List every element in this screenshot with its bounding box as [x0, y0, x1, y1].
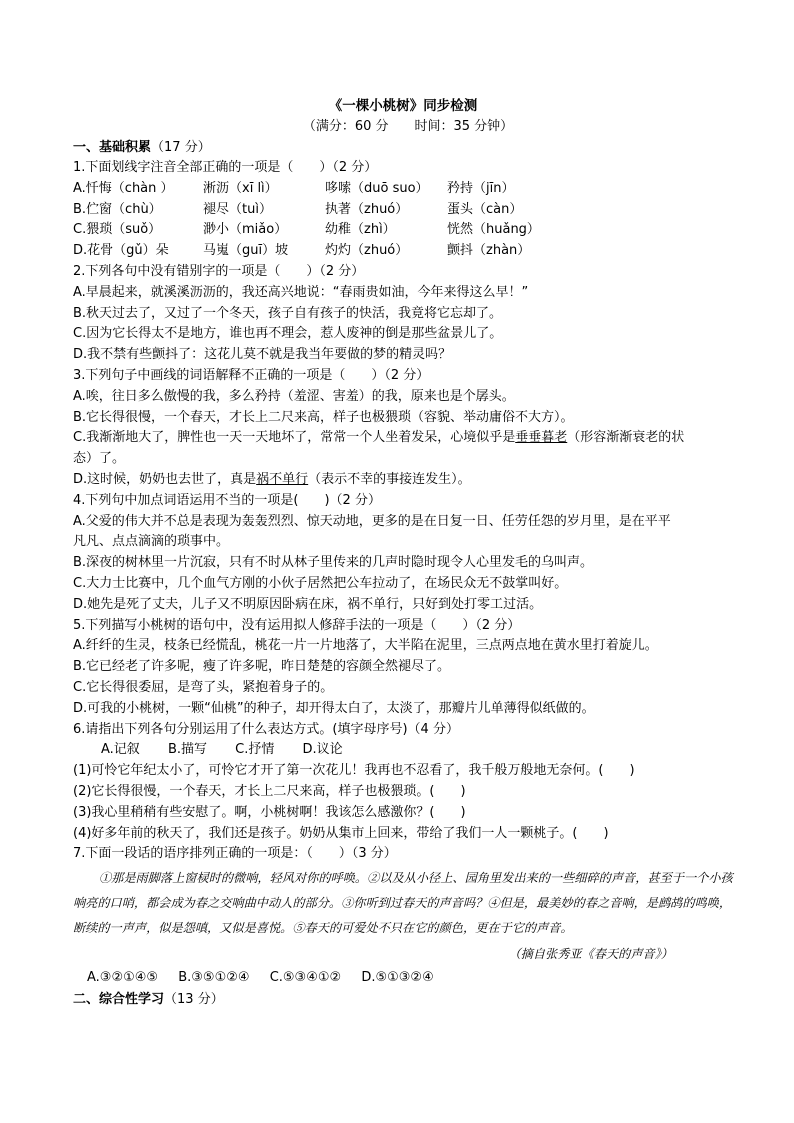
question-1-option-b — [73, 200, 733, 221]
option-cell: A.忏悔（chàn ） — [73, 180, 174, 196]
question-3-option-c-continued: 态）了。 — [73, 451, 126, 467]
question-3-option-b: B.它长得很慢，一个春天，才长上二尺来高，样子也极猥琐（容貌、举动庸俗不大方）。 — [73, 409, 574, 425]
question-2-option-c: C.因为它长得太不是地方，谁也再不理会，惹人废神的倒是那些盆景儿了。 — [73, 326, 503, 342]
question-6-item-4: (4)好多年前的秋天了，我们还是孩子。奶奶从集市上回来，带给了我们一人一颗桃子。( ) — [73, 825, 609, 841]
section-label: 一、基础积累 — [73, 140, 152, 155]
option-cell: B.伫窗（chù） — [73, 201, 162, 217]
type-option: C.抒情 — [235, 742, 275, 758]
choice-a: A.③②①④⑤ — [87, 970, 159, 986]
question-2-stem: 2.下列各句中没有错别字的一项是（ ）（2 分） — [73, 263, 365, 279]
section-label: 二、综合性学习 — [73, 992, 165, 1008]
question-1-option-d — [73, 241, 733, 262]
question-4-option-b: B.深夜的树林里一片沉寂，只有不时从林子里传来的几声时隐时现令人心里发毛的乌叫声。 — [73, 555, 594, 571]
question-1-stem: 1.下面划线字注音全部正确的一项是（ ）（2 分） — [73, 160, 378, 175]
section-score: （17 分） — [151, 140, 211, 155]
underlined-term: 祸不单行 — [256, 471, 309, 487]
option-cell: 颤抖（zhàn） — [447, 243, 531, 259]
worksheet-page — [73, 96, 733, 1010]
option-text: D.这时候，奶奶也去世了，真是 — [73, 471, 257, 487]
question-4-stem: 4.下列句中加点词语运用不当的一项是( )（2 分） — [73, 492, 381, 508]
question-6-type-list — [73, 740, 733, 761]
question-2-option-b: B.秋天过去了，又过了一个冬天，孩子自有孩子的快活，我竟将它忘却了。 — [73, 305, 503, 321]
question-6-stem: 6.请指出下列各句分别运用了什么表达方式。(填字母序号)（4 分） — [73, 721, 459, 737]
option-cell: 幼稚（zhì） — [325, 222, 396, 238]
option-cell: 马嵬（guī）坡 — [203, 243, 289, 259]
section-heading-basics — [73, 137, 733, 158]
option-text: （形容渐渐衰老的状 — [567, 430, 685, 446]
passage-source: （摘自张秀亚《春天的声音》） — [508, 947, 673, 962]
option-text: （表示不幸的事接连发生）。 — [308, 471, 471, 487]
question-2-option-a: A.早晨起来，就溪溪沥沥的，我还高兴地说：“春雨贵如油，今年来得这么早！” — [73, 284, 529, 300]
option-cell: 执著（zhuó） — [325, 201, 409, 217]
question-3-option-c — [73, 428, 733, 449]
question-6-item-2: (2)它长得很慢，一个春天，才长上二尺来高，样子也极猥琐。( ) — [73, 783, 466, 799]
type-option: A.记叙 — [101, 742, 140, 758]
section-score: （13 分） — [164, 992, 224, 1008]
question-6-item-1: (1)可怜它年纪太小了，可怜它才开了第一次花儿！我再也不忍看了，我千般万般地无奈何。( ) — [73, 763, 635, 779]
question-4-option-a-continued: 凡凡、点点滴滴的琐事中。 — [73, 534, 230, 550]
option-cell: 蛋头（càn） — [447, 201, 523, 217]
question-5-option-d: D.可我的小桃树，一颗“仙桃”的种子，却开得太白了，太淡了，那瓣片儿单薄得似纸做的。 — [73, 700, 595, 716]
question-6-item-3: (3)我心里稍稍有些安慰了。啊，小桃树啊！我该怎么感激你？( ) — [73, 804, 466, 820]
option-cell: 褪尽（tuì） — [203, 201, 272, 217]
option-cell: C.猥琐（suǒ） — [73, 222, 162, 238]
option-cell: 矜持（jīn） — [447, 180, 515, 196]
question-5-option-b: B.它已经老了许多呢，瘦了许多呢，昨日楚楚的容颜全然褪尽了。 — [73, 659, 451, 675]
question-3-option-a: A.唉，往日多么傲慢的我，多么矜持（羞涩、害羞）的我，原来也是个孱头。 — [73, 388, 515, 404]
choice-d: D.⑤①③②④ — [361, 970, 434, 986]
option-cell: 哆嗦（duō suo） — [325, 180, 429, 196]
underlined-term: 垂垂暮老 — [515, 430, 568, 446]
section-heading-comprehensive — [73, 989, 733, 1010]
question-4-option-a: A.父爱的伟大并不总是表现为轰轰烈烈、惊天动地，更多的是在日复一日、任劳任怨的岁月里，是在平平 — [73, 513, 671, 529]
score-time-info: （满分：60 分 时间：35 分钟） — [302, 119, 514, 134]
choice-b: B.③⑤①②④ — [178, 970, 250, 986]
option-cell: 淅沥（xī lì） — [203, 180, 278, 196]
question-1-option-a — [73, 179, 733, 200]
page-title: 《一棵小桃树》同步检测 — [328, 98, 478, 114]
question-5-stem: 5.下列描写小桃树的语句中，没有运用拟人修辞手法的一项是（ ）（2 分） — [73, 617, 521, 633]
question-7-choices — [73, 967, 733, 989]
type-option: B.描写 — [167, 742, 208, 758]
option-cell: D.花骨（gǔ）朵 — [73, 243, 169, 259]
question-5-option-c: C.它长得很委屈，是弯了头，紧抱着身子的。 — [73, 679, 334, 695]
question-3-stem: 3.下列句子中画线的词语解释不正确的一项是（ ）（2 分） — [73, 367, 430, 383]
option-cell: 灼灼（zhuó） — [325, 243, 409, 259]
question-3-option-d — [73, 470, 733, 491]
option-cell: 渺小（miǎo） — [203, 222, 288, 238]
question-4-option-c: C.大力士比赛中，几个血气方刚的小伙子居然把公车拉动了，在场民众无不鼓掌叫好。 — [73, 575, 568, 591]
choice-c: C.⑤③④①② — [269, 970, 342, 986]
question-5-option-a: A.纤纤的生灵，枝条已经慌乱，桃花一片一片地落了，大半陷在泥里，三点两点地在黄水里打着旋儿。 — [73, 638, 658, 654]
question-7-stem: 7.下面一段话的语序排列正确的一项是：（ ）（3 分） — [73, 846, 397, 862]
option-text: C.我渐渐地大了，脾性也一天一天地坏了，常常一个人坐着发呆，心境似乎是 — [73, 430, 516, 446]
type-option: D.议论 — [302, 742, 343, 758]
option-cell: 恍然（huǎng） — [447, 222, 540, 238]
question-7-passage: ①那是雨脚落上窗棂时的微响，轻风对你的呼唤。②以及从小径上、园角里发出来的一些细碎的声音，甚至于一个小孩响亮的口哨，都会成为春之交响曲中动人的部分。③你听到过春天的声音吗？④但是，最美妙的春之音响，是鹧鸪的鸣唤，断续的一声声，似是怨嗔，又似是喜悦。⑤春天的可爱处不只在它的颜色，更在于它的声音。 — [73, 871, 733, 936]
question-2-option-d: D.我不禁有些颤抖了：这花儿莫不就是我当年要做的梦的精灵吗？ — [73, 347, 452, 363]
question-1-option-c — [73, 220, 733, 241]
question-4-option-d: D.她先是死了丈夫，儿子又不明原因卧病在床，祸不单行，只好到处打零工过活。 — [73, 596, 543, 612]
